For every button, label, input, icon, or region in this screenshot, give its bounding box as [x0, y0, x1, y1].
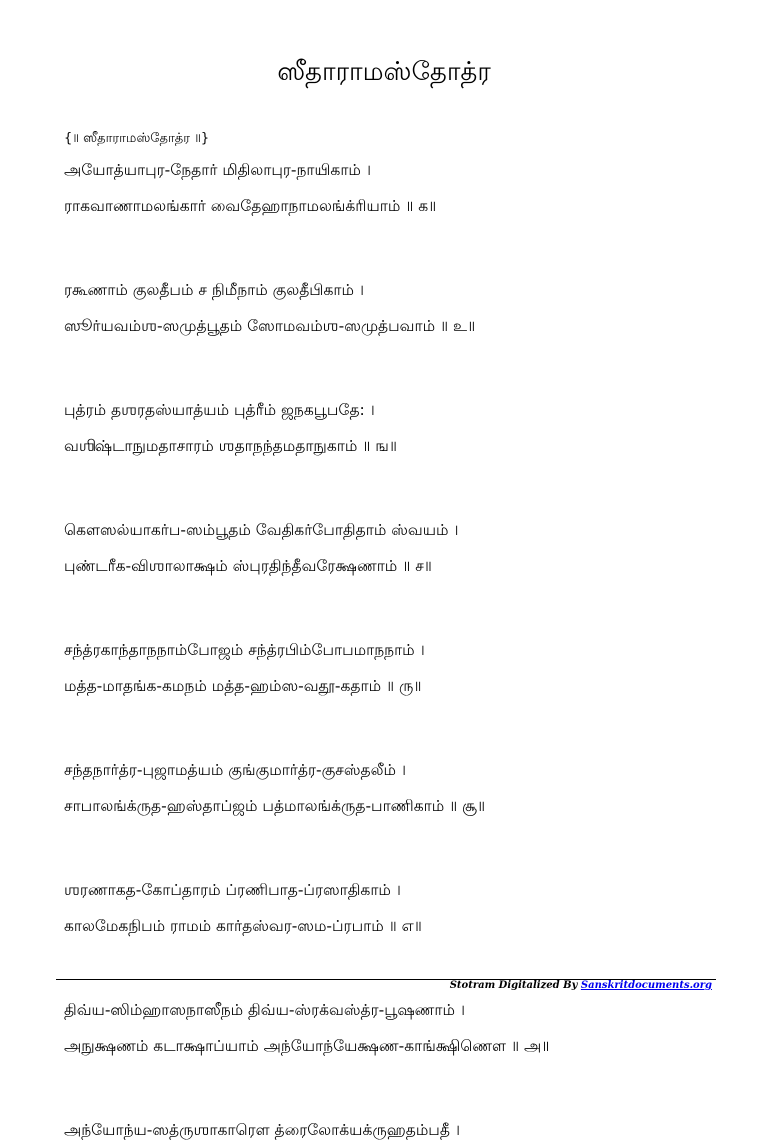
verse-9 — [64, 1116, 744, 1145]
verse-1 — [64, 156, 744, 221]
verse-line: சாபாலங்க்ருத-ஹஸ்தாப்ஜம் பத்மாலங்க்ருத-பாணிகாம் ॥ சூ॥ — [64, 797, 486, 815]
page-title: ஸீதாராமஸ்தோத்ர — [277, 57, 491, 87]
verse-line: ரகூணாம் குலதீபம் ச நிமீநாம் குலதீபிகாம் । — [64, 281, 364, 299]
verse-line: அநுக்ஷணம் கடாக்ஷாப்யாம் அந்யோந்யேக்ஷண-காங்க்ஷிணௌ ॥ அ॥ — [64, 1037, 550, 1055]
verse-line: ராகவாணாமலங்கார் வைதேஹாநாமலங்க்ரியாம் ॥ க॥ — [64, 197, 437, 215]
verse-line: சந்த்ரகாந்தாநநாம்போஜம் சந்த்ரபிம்போபமாநநாம் । — [64, 641, 425, 659]
verse-line: மத்த-மாதங்க-கமநம் மத்த-ஹம்ஸ-வதூ-கதாம் ॥ ரு॥ — [64, 677, 422, 695]
verse-line: காலமேகநிபம் ராமம் கார்தஸ்வர-ஸம-ப்ரபாம் ॥ எ॥ — [64, 917, 422, 935]
verse-5 — [64, 636, 744, 701]
verse-6 — [64, 756, 744, 821]
verse-line: திவ்ய-ஸிம்ஹாஸநாஸீநம் திவ்ய-ஸ்ரக்வஸ்த்ர-பூஷணாம் । — [64, 1001, 466, 1019]
verse-line: சந்தநார்த்ர-புஜாமத்யம் குங்குமார்த்ர-குசஸ்தலீம் । — [64, 761, 406, 779]
stotra-body — [64, 126, 744, 1145]
verse-line: கௌஸல்யாகர்ப-ஸம்பூதம் வேதிகர்போதிதாம் ஸ்வயம் । — [64, 521, 459, 539]
verse-7 — [64, 876, 744, 941]
footer-credit — [450, 980, 712, 991]
verse-line: வஶிஷ்டாநுமதாசாரம் ஶதாநந்தமதாநுகாம் ॥ ங॥ — [64, 437, 397, 455]
verse-line: அந்யோந்ய-ஸத்ருஶாகாரௌ த்ரைலோக்யக்ருஹதம்பதீ । — [64, 1121, 460, 1139]
verse-line: ஶரணாகத-கோப்தாரம் ப்ரணிபாத-ப்ரஸாதிகாம் । — [64, 881, 401, 899]
verse-line: புண்டரீக-விஶாலாக்ஷம் ஸ்புரதிந்தீவரேக்ஷணாம் ॥ ச॥ — [64, 557, 432, 575]
verse-2 — [64, 276, 744, 341]
verse-8 — [64, 996, 744, 1061]
footer-credit-prefix: Stotram Digitalized By — [449, 980, 581, 991]
verse-line: புத்ரம் தஶரதஸ்யாத்யம் புத்ரீம் ஜநகபூபதே: । — [64, 401, 375, 419]
verse-4 — [64, 516, 744, 581]
stotra-heading: {॥ ஸீதாராமஸ்தோத்ர ॥} — [64, 131, 210, 146]
sanskritdocuments-link[interactable]: Sanskritdocuments.org — [580, 980, 712, 991]
verse-line: அயோத்யாபுர-நேதார் மிதிலாபுர-நாயிகாம் । — [64, 161, 371, 179]
verse-3 — [64, 396, 744, 461]
verse-line: ஸூர்யவம்ஶ-ஸமுத்பூதம் ஸோமவம்ஶ-ஸமுத்பவாம் ॥ உ॥ — [64, 317, 476, 335]
